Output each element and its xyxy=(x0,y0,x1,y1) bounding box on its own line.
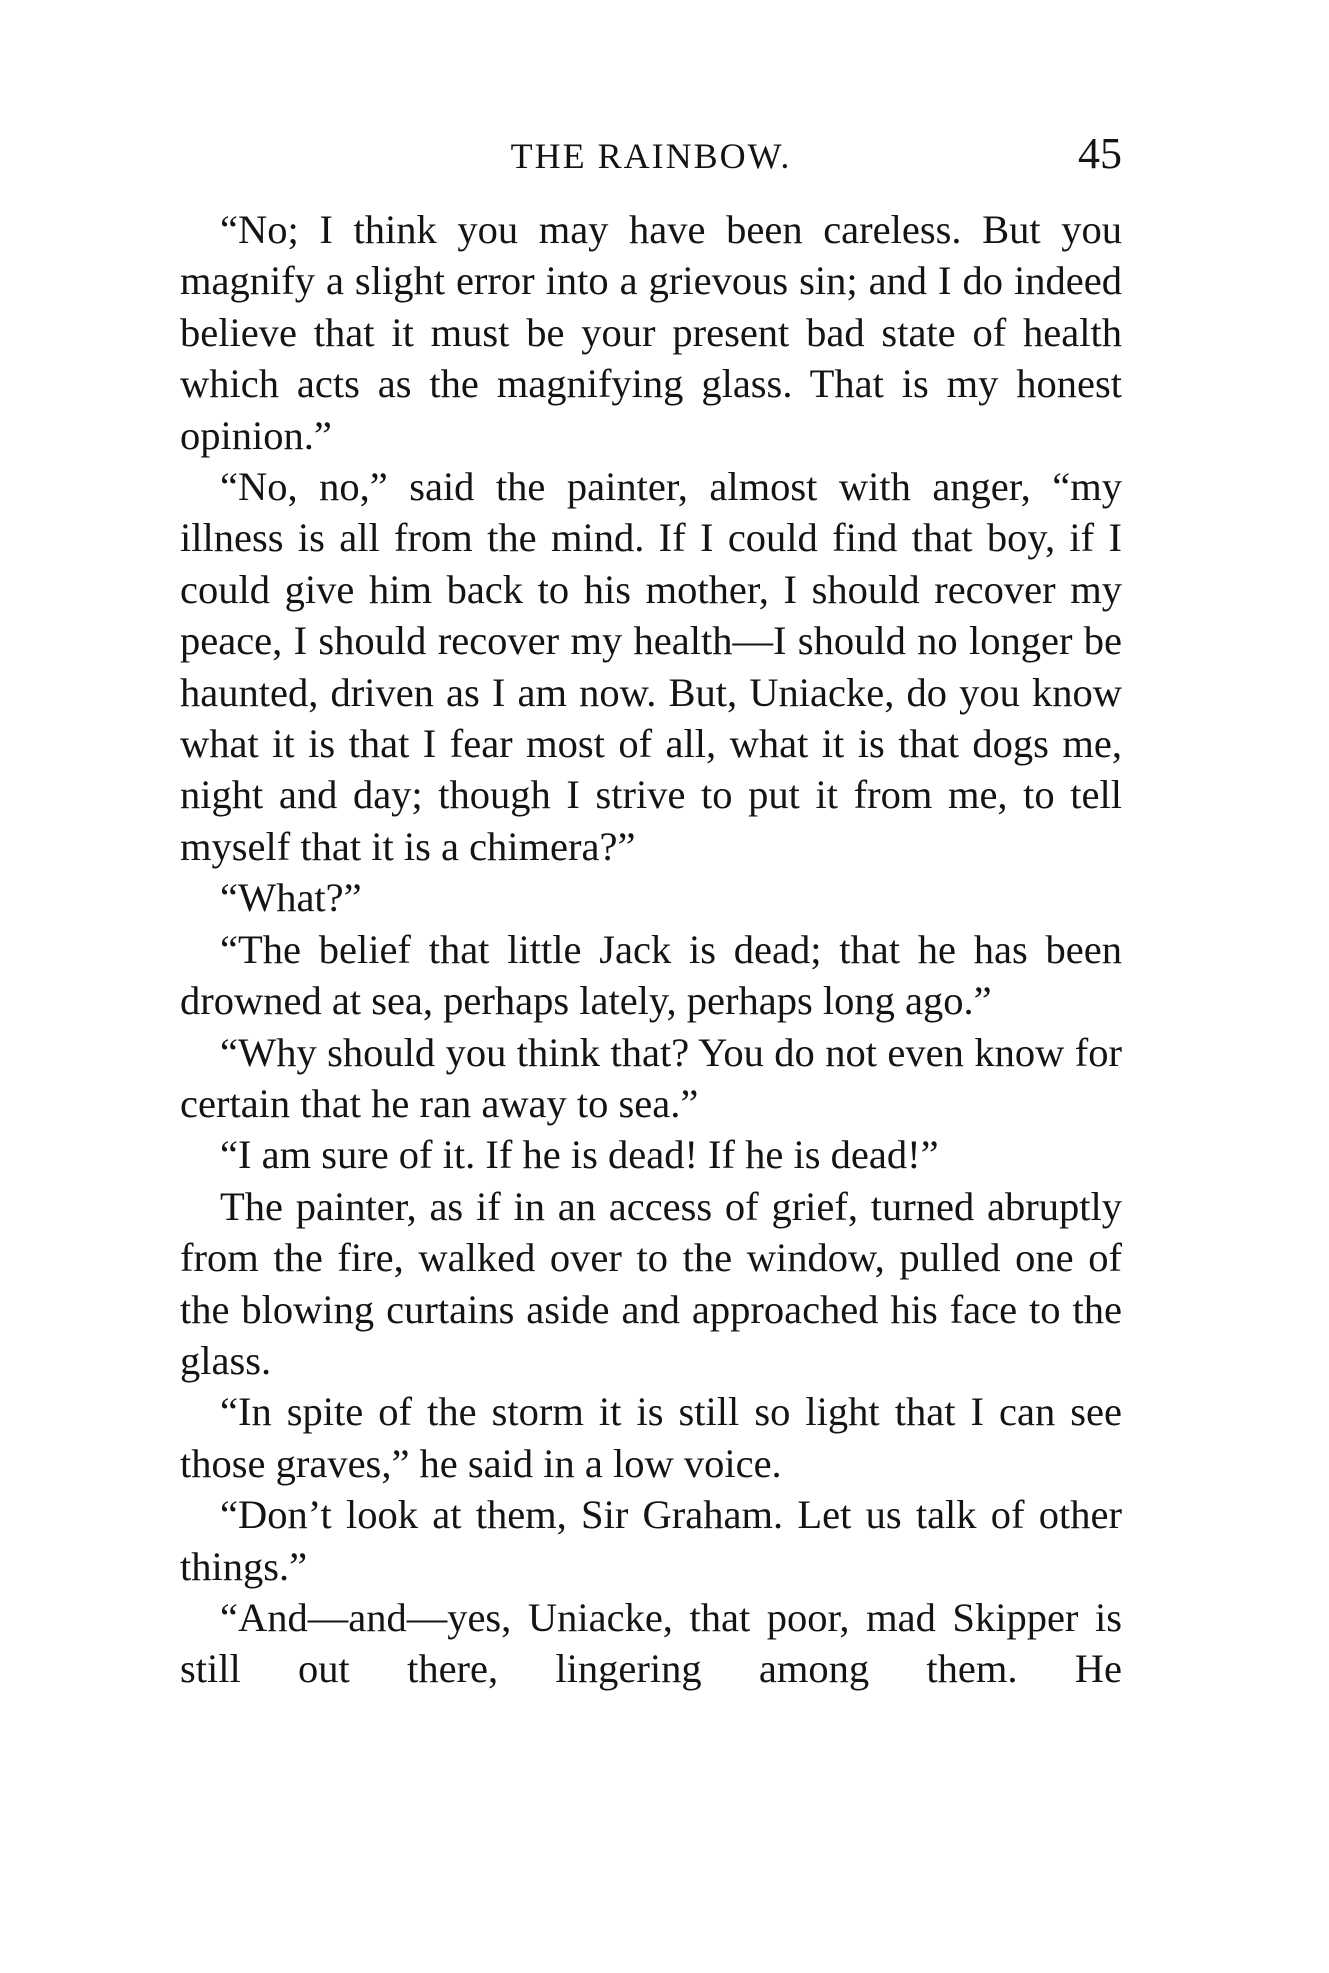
paragraph-6: “I am sure of it. If he is dead! If he is dead!” xyxy=(220,1132,939,1178)
paragraph-2: “No, no,” said the painter, almost with anger, “my illness is all from the mind. If I could find that boy, if I could give him back to his mother, I should recover my peace, I should recover my health—I should no longer be haunted, driven as I am now. But, Uniacke, do you know what it is that I fear most of all, what it is that dogs me, night and day; though I strive to put it from me, to tell myself that it is a chimera?” xyxy=(180,464,1122,869)
paragraph-8: “In spite of the storm it is still so light that I can see those graves,” he said in a low voice. xyxy=(180,1389,1122,1486)
running-title: THE RAINBOW. xyxy=(510,136,792,176)
paragraph-5: “Why should you think that? You do not even know for certain that he ran away to sea.” xyxy=(180,1029,1122,1126)
paragraph-1: “No; I think you may have been careless. But you magnify a slight error into a grievous sin; and I do indeed believe that it must be your present bad state of health which acts as the magnifying glass. That is my honest opinion.” xyxy=(180,207,1122,458)
body-text xyxy=(180,204,1122,1695)
paragraph-3: “What?” xyxy=(220,875,362,921)
paragraph-7: The painter, as if in an access of grief, turned abruptly from the fire, walked over to the window, pulled one of the blowing curtains aside and approached his face to the glass. xyxy=(180,1183,1122,1383)
paragraph-9: “Don’t look at them, Sir Graham. Let us talk of other things.” xyxy=(180,1492,1122,1589)
paragraph-10: “And—and—yes, Uniacke, that poor, mad Skipper is still out there, lingering among them. He xyxy=(180,1594,1122,1692)
page-header xyxy=(180,128,1122,184)
paragraph-4: “The belief that little Jack is dead; that he has been drowned at sea, perhaps lately, perhaps long ago.” xyxy=(180,926,1122,1024)
page-number: 45 xyxy=(1078,129,1122,178)
